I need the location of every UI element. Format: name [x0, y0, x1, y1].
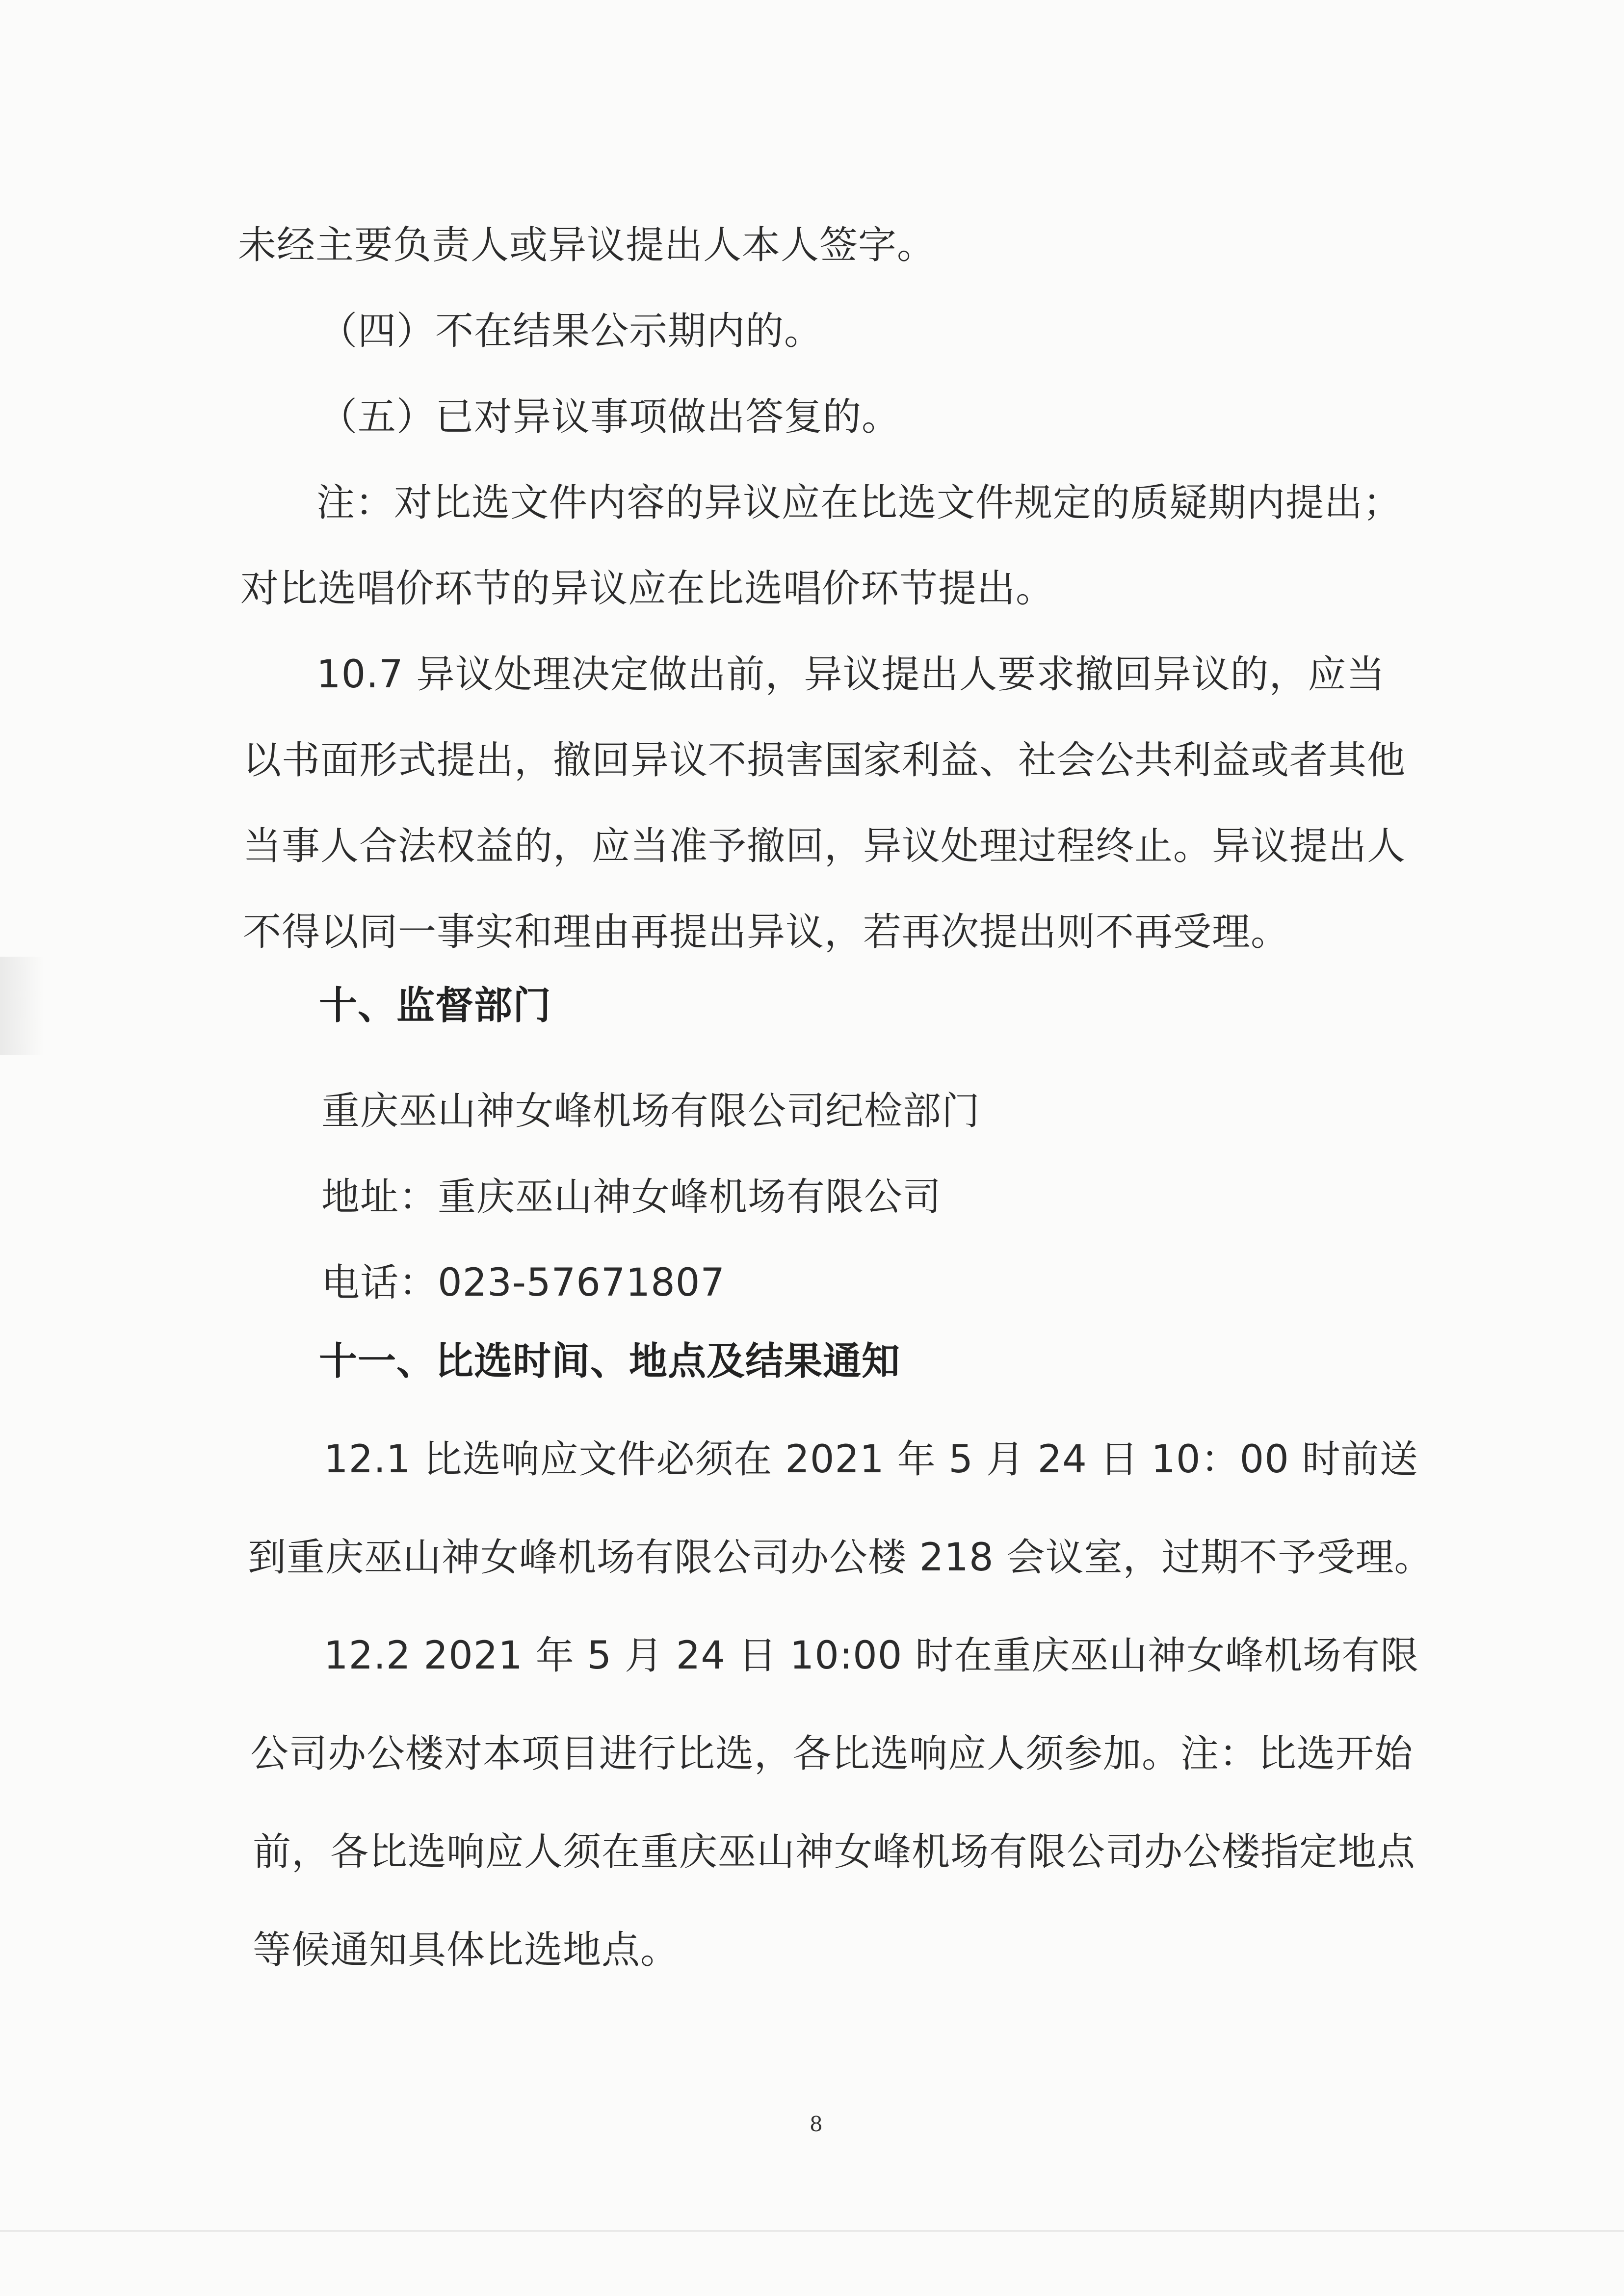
text-line-7: 以书面形式提出，撤回异议不损害国家利益、社会公共利益或者其他: [243, 738, 1406, 783]
section-heading-schedule: 十一、比选时间、地点及结果通知: [319, 1339, 901, 1383]
text-line-18: 公司办公楼对本项目进行比选，各比选响应人须参加。注：比选开始: [250, 1732, 1414, 1776]
text-line-15: 12.1 比选响应文件必须在 2021 年 5 月 24 日 10：00 时前送: [324, 1437, 1418, 1482]
text-line-5: 对比选唱价环节的异议应在比选唱价环节提出。: [240, 567, 1055, 611]
text-line-17: 12.2 2021 年 5 月 24 日 10:00 时在重庆巫山神女峰机场有限: [324, 1634, 1419, 1678]
text-line-16: 到重庆巫山神女峰机场有限公司办公楼 218 会议室，过期不予受理。: [248, 1536, 1433, 1580]
supervision-phone: 电话：023-57671807: [321, 1261, 726, 1305]
page-number: 8: [810, 2112, 823, 2136]
scan-edge-line: [0, 2230, 1624, 2232]
text-line-1: 未经主要负责人或异议提出人本人签字。: [238, 223, 936, 267]
supervision-address: 地址：重庆巫山神女峰机场有限公司: [321, 1175, 942, 1219]
section-heading-supervision: 十、监督部门: [319, 984, 552, 1028]
text-line-3: （五）已对异议事项做出答复的。: [319, 395, 901, 439]
text-line-9: 不得以同一事实和理由再提出异议，若再次提出则不再受理。: [243, 910, 1290, 954]
text-line-6: 10.7 异议处理决定做出前，异议提出人要求撤回异议的，应当: [316, 652, 1386, 697]
text-line-20: 等候通知具体比选地点。: [253, 1928, 680, 1972]
text-line-8: 当事人合法权益的，应当准予撤回，异议处理过程终止。异议提出人: [243, 824, 1406, 868]
text-line-2: （四）不在结果公示期内的。: [319, 309, 823, 353]
supervision-department: 重庆巫山神女峰机场有限公司纪检部门: [321, 1089, 981, 1133]
text-line-4: 注：对比选文件内容的异议应在比选文件规定的质疑期内提出；: [316, 481, 1402, 525]
text-line-19: 前，各比选响应人须在重庆巫山神女峰机场有限公司办公楼指定地点: [253, 1830, 1416, 1874]
scan-artifact: [0, 957, 44, 1055]
